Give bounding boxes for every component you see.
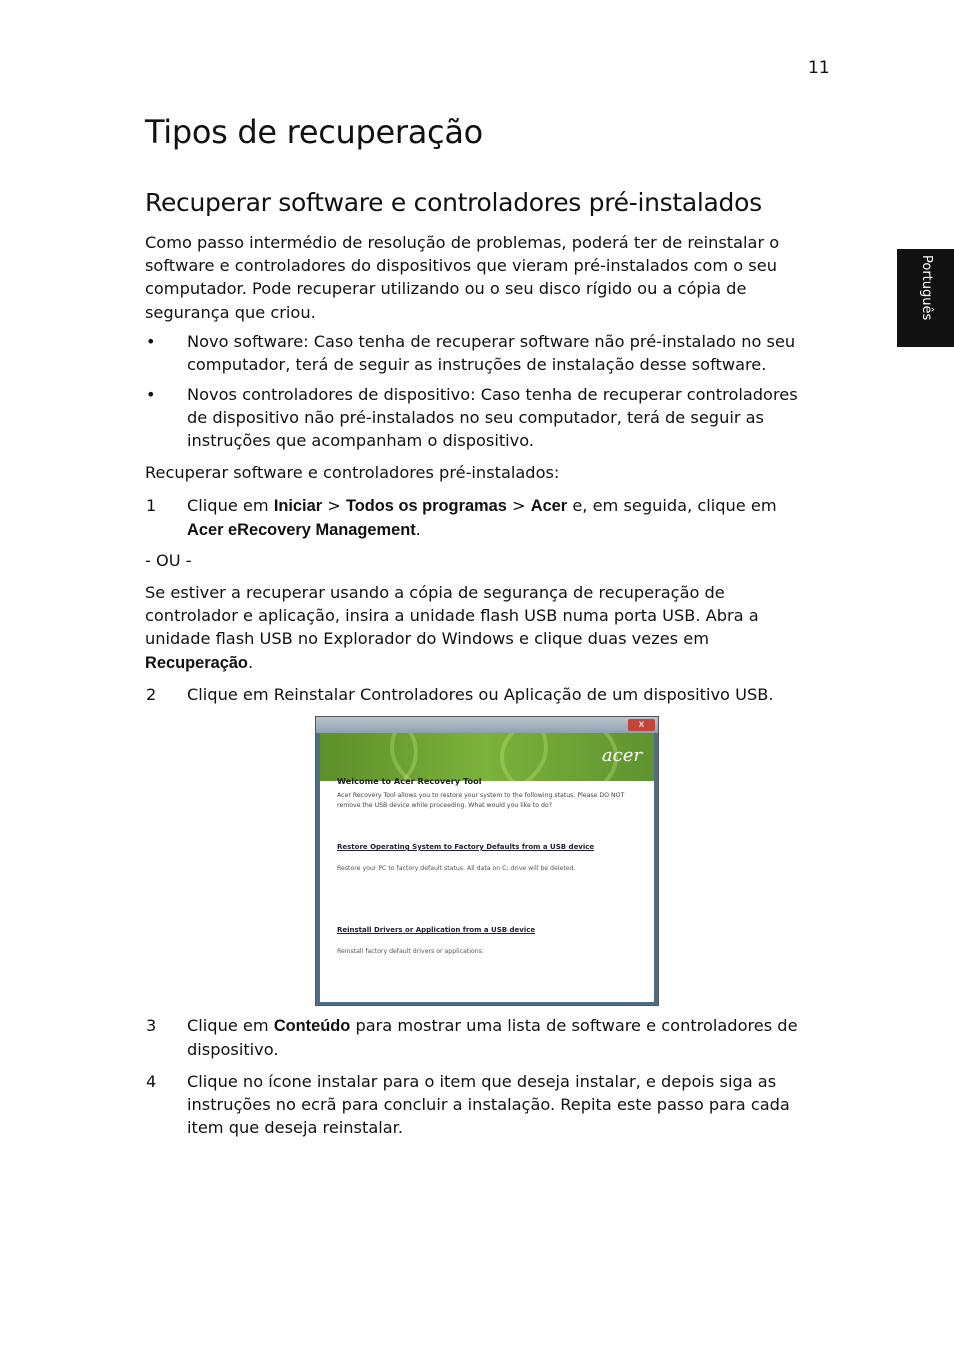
welcome-heading: Welcome to Acer Recovery Tool xyxy=(337,776,482,786)
intro-line: computador. Pode recuperar utilizando ou o seu disco rígido ou a cópia de xyxy=(145,279,747,299)
bullet-item-new-drivers xyxy=(187,383,798,453)
page-title: Tipos de recuperação xyxy=(145,113,483,151)
menu-path-all-programs: Todos os programas xyxy=(345,497,507,515)
bullet-line: Novo software: Caso tenha de recuperar software não pré-instalado no seu xyxy=(187,332,796,351)
acer-banner xyxy=(320,733,654,781)
step-number: 2 xyxy=(146,685,157,704)
language-tab xyxy=(897,249,954,347)
close-icon[interactable]: x xyxy=(628,719,655,731)
step-line: Clique no ícone instalar para o item que deseja instalar, e depois siga as xyxy=(187,1072,777,1091)
bullet-line: instruções que acompanham o dispositivo. xyxy=(187,431,535,451)
usb-end: . xyxy=(247,652,254,672)
page-number: 11 xyxy=(808,58,830,78)
step-2: Clique em Reinstalar Controladores ou Aplicação de um dispositivo USB. xyxy=(187,685,774,704)
bullet-line: de dispositivo não pré-instalados no seu computador, terá de seguir as xyxy=(187,408,764,428)
step-number: 3 xyxy=(146,1016,157,1035)
reinstall-drivers-link[interactable]: Reinstall Drivers or Application from a USB device xyxy=(337,926,536,934)
window-content xyxy=(320,776,654,1002)
step-4 xyxy=(187,1070,790,1140)
intro-line: software e controladores do dispositivos que vieram pré-instalados com o seu xyxy=(145,256,777,276)
contents-term: Conteúdo xyxy=(273,1017,351,1035)
recovery-tool-screenshot xyxy=(315,716,659,1006)
bullet-line: Novos controladores de dispositivo: Caso tenha de recuperar controladores xyxy=(187,385,798,404)
usb-line: unidade flash USB no Explorador do Windows e clique duas vezes em xyxy=(145,629,709,649)
intro-line: segurança que criou. xyxy=(145,302,316,322)
usb-line: Se estiver a recuperar usando a cópia de segurança de recuperação de xyxy=(145,583,725,602)
bullet-line: computador, terá de seguir as instruções de instalação desse software. xyxy=(187,355,767,375)
step-text: > xyxy=(322,496,346,515)
step-text: dispositivo. xyxy=(187,1040,279,1060)
step-text: > xyxy=(506,496,531,515)
intro-paragraph xyxy=(145,231,779,324)
intro-line: Como passo intermédio de resolução de problemas, poderá ter de reinstalar o xyxy=(145,233,780,252)
usb-line: controlador e aplicação, insira a unidade flash USB numa porta USB. Abra a xyxy=(145,606,759,626)
or-separator: - OU - xyxy=(145,551,192,570)
step-text: para mostrar uma lista de software e controladores de xyxy=(350,1016,798,1035)
step-text: e, em seguida, clique em xyxy=(567,496,777,515)
bullet-mark: • xyxy=(146,385,156,404)
step-number: 4 xyxy=(146,1072,157,1091)
step-3 xyxy=(187,1014,798,1061)
usb-paragraph xyxy=(145,581,759,675)
lead-text: Recuperar software e controladores pré-instalados: xyxy=(145,463,560,482)
menu-path-erecovery: Acer eRecovery Management xyxy=(187,521,416,540)
bullet-item-new-software xyxy=(187,330,795,376)
step-text: Clique em xyxy=(187,496,274,515)
menu-path-acer: Acer xyxy=(530,497,568,515)
restore-os-description: Restore your PC to factory default status. All data on C: drive will be deleted. xyxy=(337,865,576,872)
step-1 xyxy=(187,494,777,542)
usb-recovery-term: Recuperação xyxy=(145,653,248,672)
step-line: item que deseja reinstalar. xyxy=(187,1118,403,1138)
acer-logo: acer xyxy=(601,745,642,766)
step-text: Clique em xyxy=(187,1016,274,1035)
language-tab-label: Português xyxy=(919,255,934,321)
restore-os-link[interactable]: Restore Operating System to Factory Defaults from a USB device xyxy=(337,843,595,851)
bullet-mark: • xyxy=(146,332,156,351)
step-number: 1 xyxy=(146,496,157,515)
window-title-bar xyxy=(316,717,658,733)
welcome-description: Acer Recovery Tool allows you to restore your system to the following status. Please DO NOT remove the USB device while proceeding. What would you like to do? xyxy=(337,792,625,809)
step-text: . xyxy=(415,520,421,540)
menu-path-start: Iniciar xyxy=(273,497,323,515)
section-title: Recuperar software e controladores pré-instalados xyxy=(145,188,762,217)
step-line: instruções no ecrã para concluir a instalação. Repita este passo para cada xyxy=(187,1095,790,1115)
reinstall-drivers-description: Reinstall factory default drivers or applications. xyxy=(337,948,484,955)
